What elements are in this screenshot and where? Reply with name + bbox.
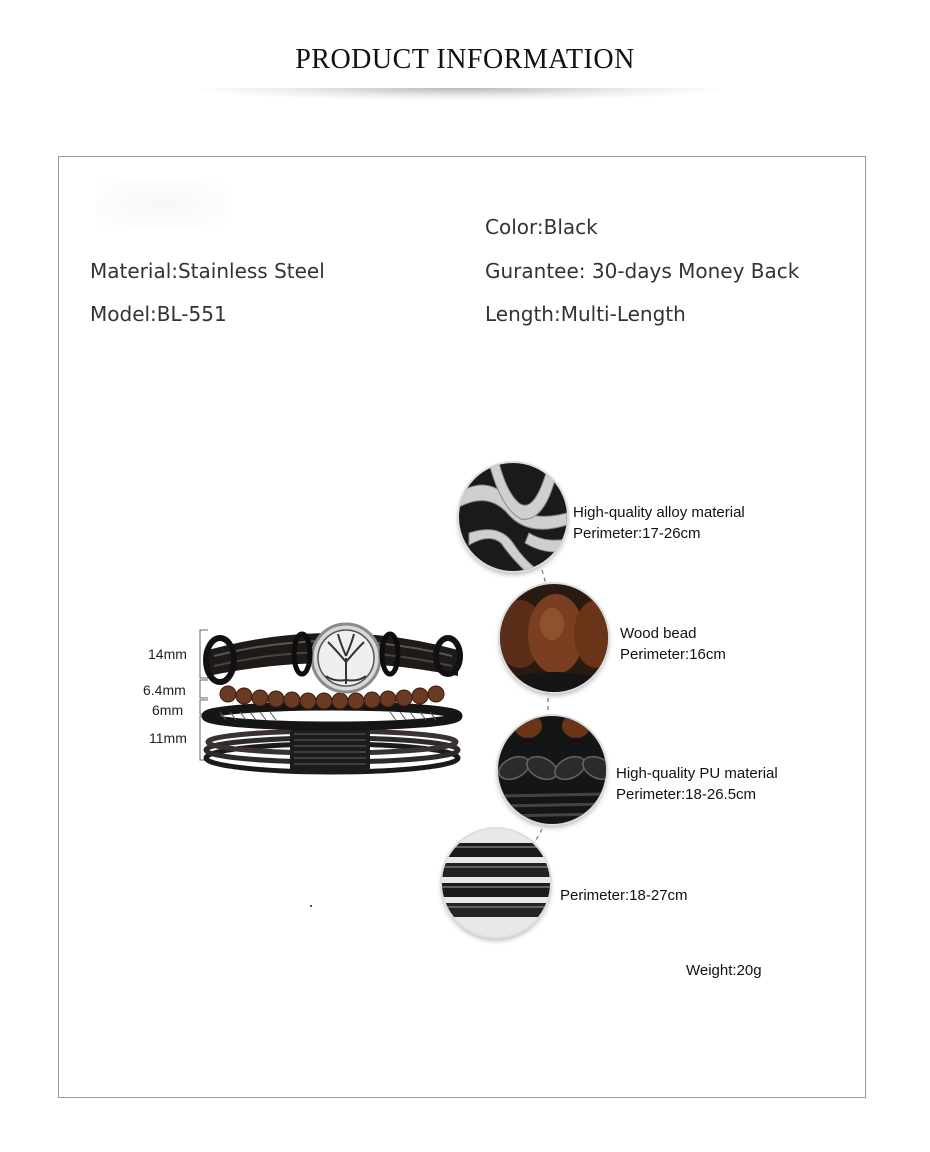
dust-dot: [310, 905, 312, 907]
spec-model: Model:BL-551: [90, 302, 227, 326]
cord-detail-text: [560, 885, 688, 906]
dimension-label-6mm: 6mm: [152, 702, 184, 718]
cord-detail-image: [442, 829, 550, 937]
title-shadow: [200, 88, 720, 100]
alloy-detail-perimeter: Perimeter:17-26cm: [573, 525, 701, 542]
spec-guarantee: Gurantee: 30-days Money Back: [485, 259, 800, 283]
spec-color: Color:Black: [485, 215, 598, 239]
alloy-detail-title: High-quality alloy material: [573, 504, 745, 521]
blur-smudge: [96, 180, 226, 230]
spec-material: Material:Stainless Steel: [90, 259, 325, 283]
wood-bead-detail-title: Wood bead: [620, 625, 697, 642]
alloy-detail-image: [459, 463, 567, 571]
dimension-label-11mm: 11mm: [149, 730, 187, 746]
weight-label: Weight:20g: [686, 962, 762, 979]
alloy-detail-text: [573, 502, 745, 544]
pu-detail-title: High-quality PU material: [616, 765, 778, 782]
pu-detail-perimeter: Perimeter:18-26.5cm: [616, 786, 757, 803]
wood-bead-detail-perimeter: Perimeter:16cm: [620, 646, 726, 663]
page-title: PRODUCT INFORMATION: [295, 44, 635, 75]
pu-detail-text: [616, 763, 778, 805]
bracelet-set-image: [190, 610, 480, 800]
wood-bead-detail-text: [620, 623, 726, 665]
wood-bead-detail-image: [500, 584, 608, 692]
dimension-label-14mm: 14mm: [148, 646, 187, 662]
cord-detail-perimeter: Perimeter:18-27cm: [560, 887, 688, 904]
dimension-label-6-4mm: 6.4mm: [143, 682, 186, 698]
pu-detail-image: [498, 716, 606, 824]
spec-length: Length:Multi-Length: [485, 302, 686, 326]
